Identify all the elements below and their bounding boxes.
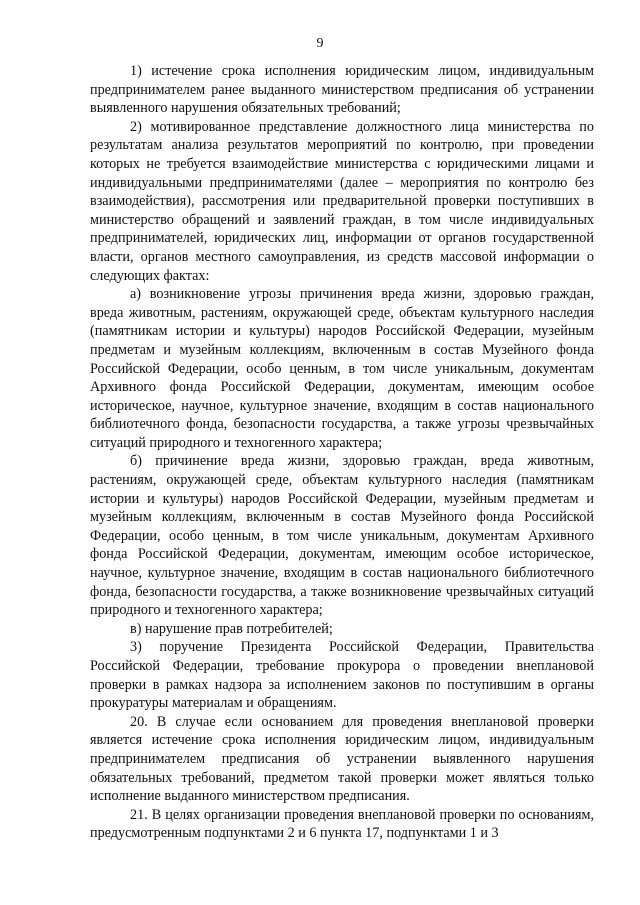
paragraph-subitem-v: в) нарушение прав потребителей;	[130, 620, 333, 637]
paragraph-item-1: 1) истечение срока исполнения юридическим лицом, индивидуальным предпринимателем ранее выданного министерством предписания об устранении выявленного нарушения обязательных требований;	[90, 63, 594, 117]
paragraph-clause-21: 21. В целях организации проведения внеплановой проверки по основаниям, предусмотренным подпунктами 2 и 6 пункта 17, подпунктами 1 и 3	[90, 806, 594, 842]
document-body	[90, 62, 594, 843]
page-number: 9	[316, 36, 324, 51]
paragraph-subitem-b: б) причинение вреда жизни, здоровью граждан, вреда животным, растениям, окружающей среде, объектам культурного наследия (памятникам истории и культуры) народов Российской Федерации, музейным предметам и музейным коллекциям, включенным в состав Музейного фонда Российской Федерации, особо ценным, в том числе уникальным, документам Архивного фонда Российской Федерации, документам, имеющим особое историческое, научное, культурное значение, входящим в состав национального библиотечного фонда, безопасности государства, а также возникновение чрезвычайных ситуаций природного и техногенного характера;	[90, 453, 594, 619]
paragraph-item-3: 3) поручение Президента Российской Федерации, Правительства Российской Федерации, требование прокурора о проведении внеплановой проверки в рамках надзора за исполнением законов по поступившим в органы прокуратуры материалам и обращениям.	[90, 639, 594, 712]
paragraph-subitem-a: а) возникновение угрозы причинения вреда жизни, здоровью граждан, вреда животным, растениям, окружающей среде, объектам культурного наследия (памятникам истории и культуры) народов Российской Федерации, музейным предметам и музейным коллекциям, включенным в состав Музейного фонда Российской Федерации, особо ценным, в том числе уникальным, документам Архивного фонда Российской Федерации, документам, имеющим особое историческое, научное, культурное значение, входящим в состав национального библиотечного фонда, безопасности государства, а также угрозы чрезвычайных ситуаций природного и техногенного характера;	[90, 286, 594, 451]
paragraph-item-2: 2) мотивированное представление должностного лица министерства по результатам анализа результатов мероприятий по контролю, при проведении которых не требуется взаимодействие министерства с юридическими лицами и индивидуальными предпринимателями (далее – мероприятия по контролю без взаимодействия), рассмотрения или предварительной проверки поступивших в министерство обращений и заявлений граждан, в том числе индивидуальных предпринимателей, юридических лиц, информации от органов государственной власти, органов местного самоуправления, из средств массовой информации о следующих фактах:	[90, 118, 594, 284]
paragraph-clause-20: 20. В случае если основанием для проведения внеплановой проверки является истечение срока исполнения юридическим лицом, индивидуальным предпринимателем предписания об устранении выявленного нарушения обязательных требований, предметом такой проверки может являться только исполнение выданного министерством предписания.	[90, 713, 594, 805]
